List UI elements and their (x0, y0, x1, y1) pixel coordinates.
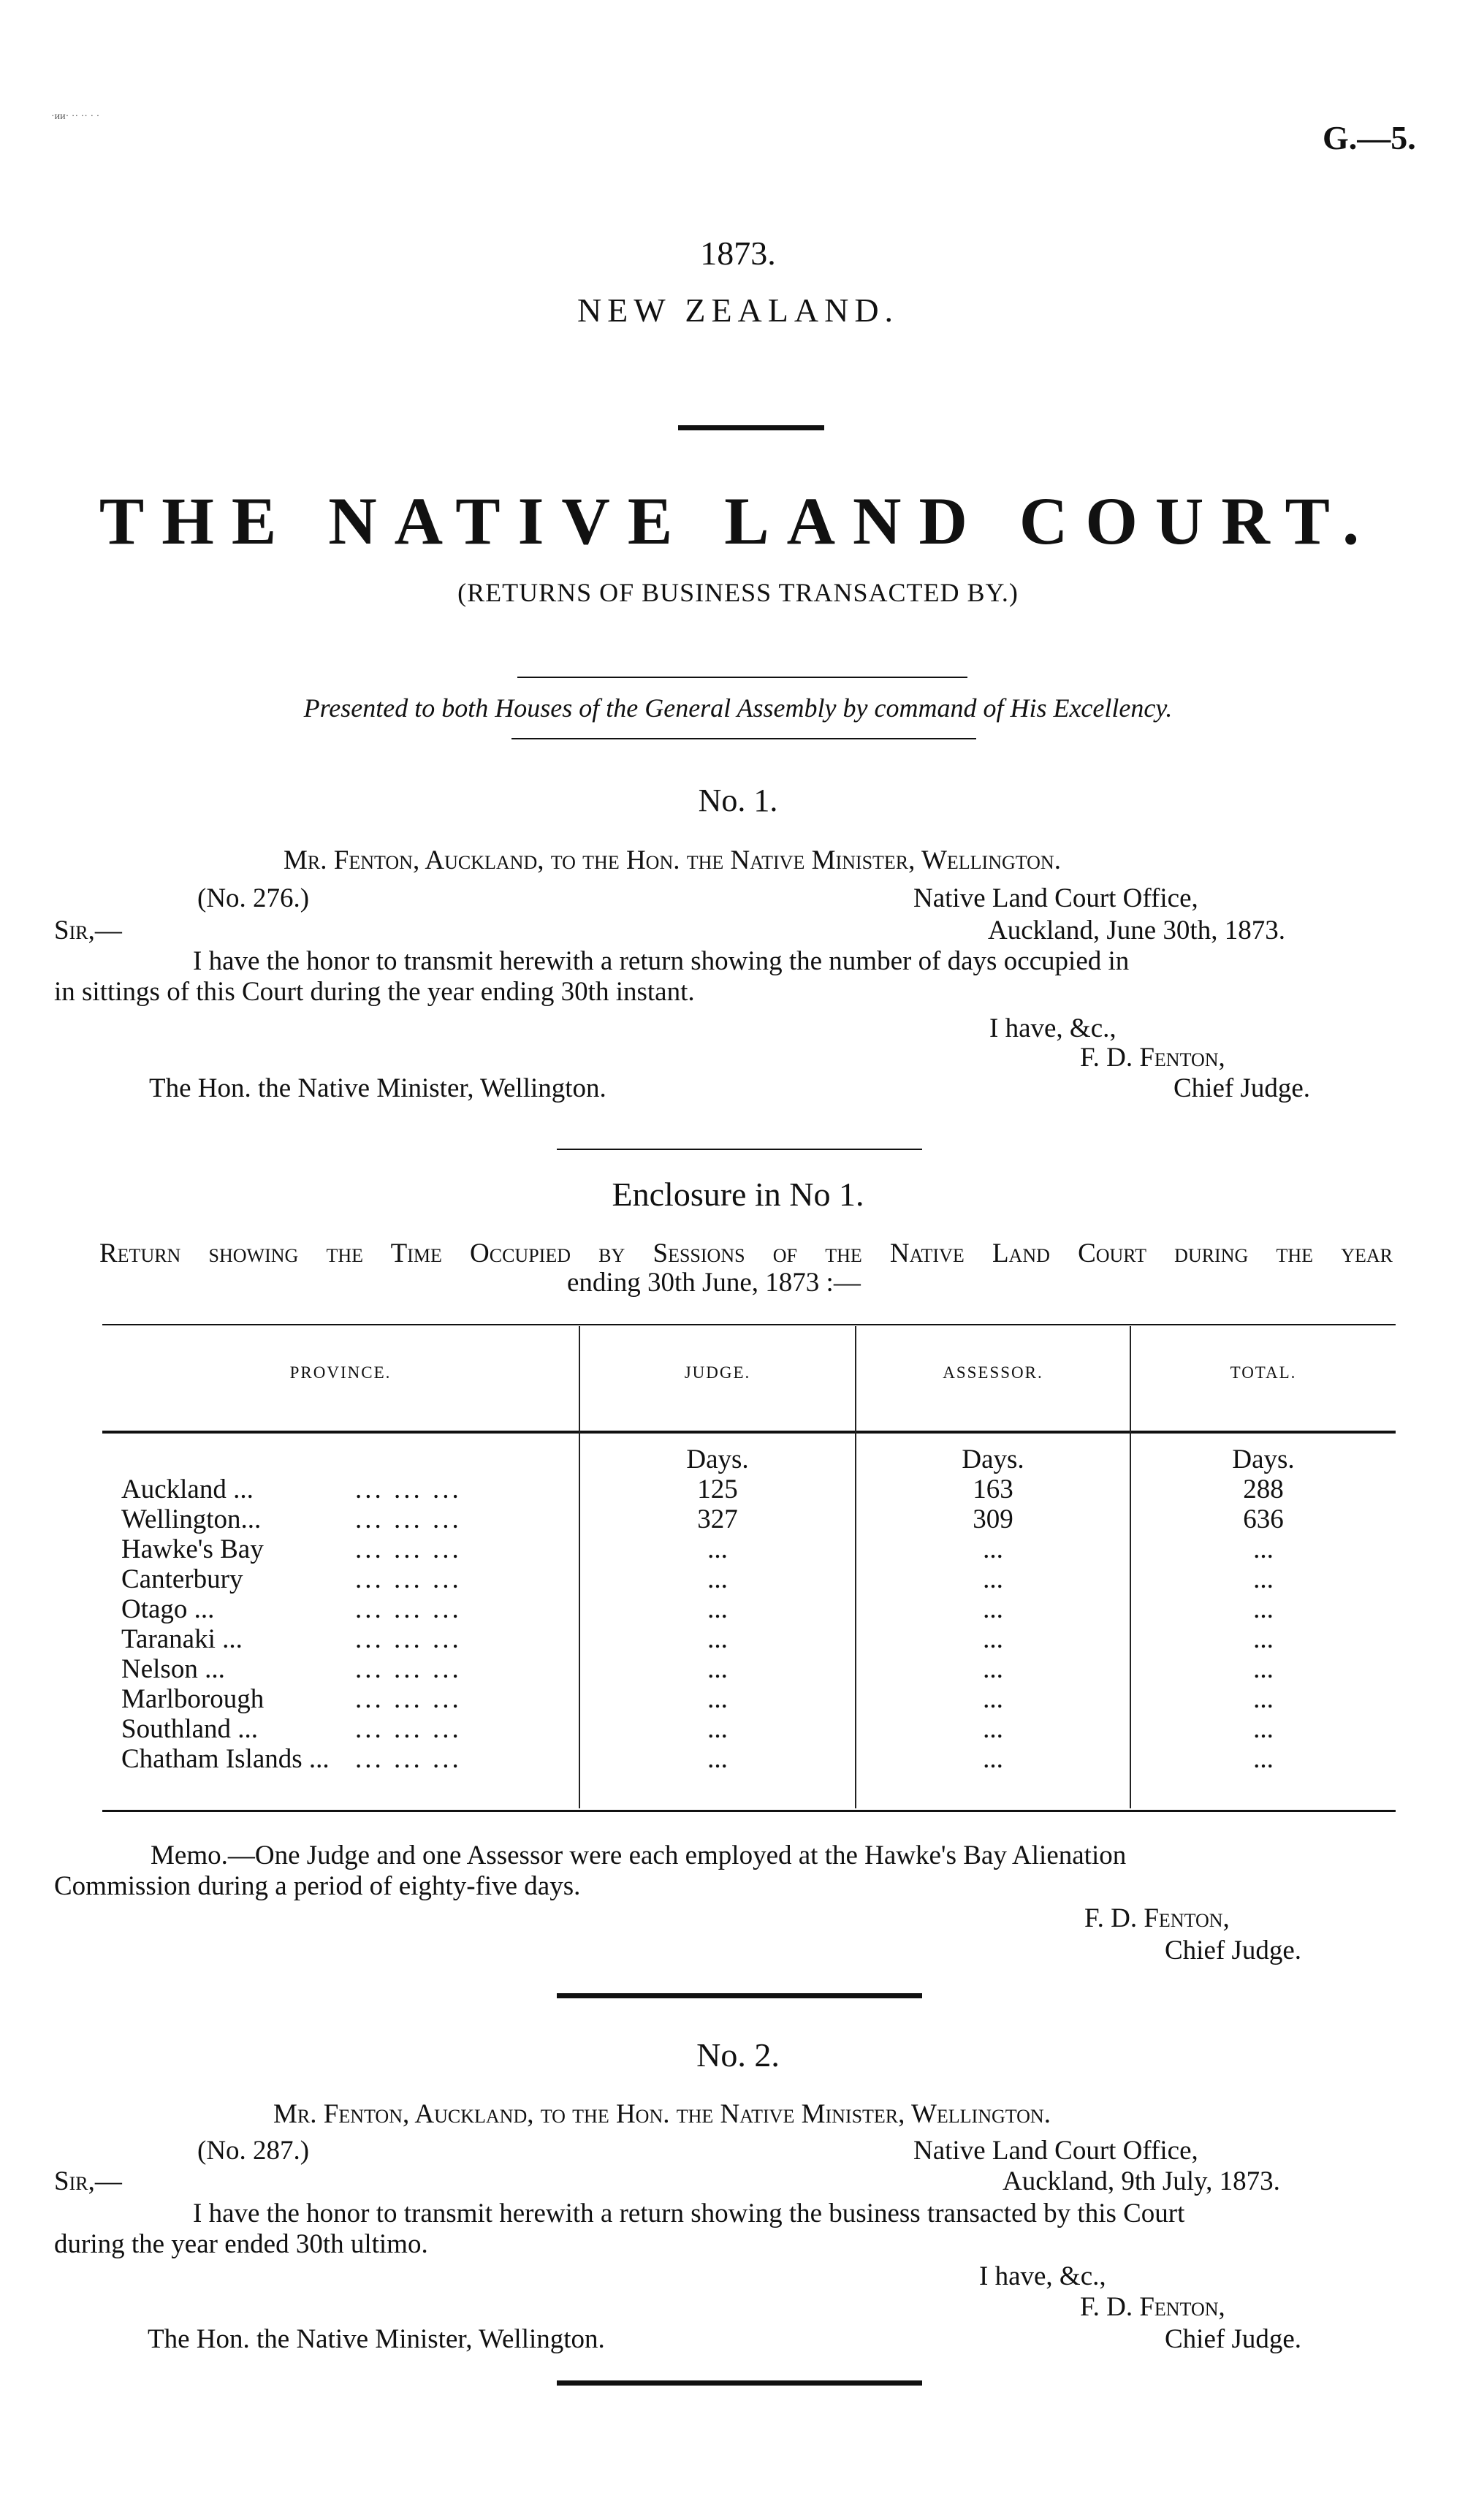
letter2-ref: (No. 287.) (197, 2136, 310, 2166)
letter1-salutation: Sir,— (54, 916, 122, 945)
table-cell: ... (983, 1654, 1003, 1684)
table-cell: ... (707, 1594, 728, 1624)
table-cell: ... (707, 1744, 728, 1774)
memo-line2: Commission during a period of eighty-five days. (54, 1871, 581, 1901)
table-cell: ... (1253, 1744, 1274, 1774)
table-cell: ... (1253, 1714, 1274, 1744)
table-cell: ... (1253, 1564, 1274, 1594)
letter1-ref: (No. 276.) (197, 883, 310, 913)
section-divider-2 (557, 1993, 922, 1998)
judge-unit: Days. (686, 1444, 749, 1474)
page-reference: G.—5. (1323, 119, 1416, 156)
table-cell: ... (983, 1744, 1003, 1774)
table-cell: ... (707, 1624, 728, 1654)
presented-rule-bottom (511, 738, 976, 739)
table-cell: ... (983, 1684, 1003, 1714)
table-bottom-rule (102, 1810, 1396, 1812)
enclosure-signature: F. D. Fenton, (1084, 1903, 1230, 1933)
table-row: Marlborough ... ... ... (121, 1684, 462, 1714)
table-top-rule (102, 1324, 1396, 1325)
province-column (121, 1474, 574, 1774)
table-cell: ... (707, 1654, 728, 1684)
letter1-route: Mr. Fenton, Auckland, to the Hon. the Native Minister, Wellington. (284, 845, 1061, 875)
letter2-body-line2: during the year ended 30th ultimo. (54, 2229, 428, 2259)
table-row: Taranaki ... ... ... ... (121, 1624, 462, 1654)
table-row: Nelson ... ... ... ... (121, 1654, 462, 1684)
table-cell: ... (707, 1534, 728, 1564)
table-cell: 163 (973, 1474, 1013, 1504)
table-cell: ... (983, 1624, 1003, 1654)
total-unit: Days. (1232, 1444, 1295, 1474)
letter1-signer-title: Chief Judge. (1173, 1073, 1311, 1103)
page-title: THE NATIVE LAND COURT. (99, 484, 1377, 558)
section-divider-1 (557, 1149, 922, 1150)
letter2-number: No. 2. (696, 2036, 780, 2074)
table-cell: ... (983, 1534, 1003, 1564)
corner-mark: ·ᴎᴎ· ·· ·· · · (51, 111, 100, 122)
table-cell: ... (707, 1714, 728, 1744)
letter2-signer-title: Chief Judge. (1165, 2324, 1302, 2354)
letter1-body-line2: in sittings of this Court during the year ending 30th instant. (54, 977, 695, 1007)
letter1-place-date: Auckland, June 30th, 1873. (988, 916, 1285, 945)
table-cell: ... (983, 1564, 1003, 1594)
judge-column (580, 1444, 855, 1774)
column-header-judge: JUDGE. (684, 1363, 751, 1382)
year: 1873. (700, 235, 776, 272)
table-header-rule (102, 1431, 1396, 1434)
assessor-column (856, 1444, 1130, 1774)
letter1-body-line1: I have the honor to transmit herewith a return showing the number of days occupied in (193, 946, 1130, 976)
table-cell: ... (1253, 1594, 1274, 1624)
letter1-closing: I have, &c., (989, 1013, 1116, 1043)
table-cell: 288 (1243, 1474, 1284, 1504)
letter2-place-date: Auckland, 9th July, 1873. (1003, 2166, 1280, 2196)
table-row: Chatham Islands ... ... ... ... (121, 1744, 462, 1774)
table-cell: 125 (697, 1474, 738, 1504)
table-row: Hawke's Bay ... ... ... (121, 1534, 462, 1564)
subtitle: (RETURNS OF BUSINESS TRANSACTED BY.) (457, 578, 1019, 607)
enclosure-heading: Enclosure in No 1. (612, 1176, 864, 1213)
letter2-closing: I have, &c., (979, 2261, 1106, 2291)
table-row: Wellington... ... ... ... (121, 1504, 462, 1534)
table-cell: ... (1253, 1624, 1274, 1654)
enclosure-caption-line1: Return showing the Time Occupied by Sessions of the Native Land Court during the year (99, 1238, 1393, 1268)
table-cell: ... (1253, 1684, 1274, 1714)
letter2-body-line1: I have the honor to transmit herewith a return showing the business transacted by this Court (193, 2199, 1185, 2228)
letter2-route: Mr. Fenton, Auckland, to the Hon. the Native Minister, Wellington. (273, 2099, 1051, 2129)
letter2-addressee: The Hon. the Native Minister, Wellington. (148, 2324, 605, 2354)
table-cell: ... (707, 1684, 728, 1714)
assessor-unit: Days. (962, 1444, 1024, 1474)
title-rule-short (678, 425, 824, 430)
section-divider-3 (557, 2380, 922, 2386)
table-row: Southland ... ... ... ... (121, 1714, 462, 1744)
table-cell: 327 (697, 1504, 738, 1534)
total-column (1131, 1444, 1396, 1774)
column-header-total: TOTAL. (1230, 1363, 1297, 1382)
table-row: Canterbury ... ... ... (121, 1564, 462, 1594)
letter2-office: Native Land Court Office, (913, 2136, 1198, 2166)
column-header-assessor: ASSESSOR. (943, 1363, 1043, 1382)
memo-line1: Memo.—One Judge and one Assessor were each employed at the Hawke's Bay Alienation (151, 1840, 1127, 1870)
enclosure-caption-line2: ending 30th June, 1873 :— (567, 1268, 861, 1298)
presented-line: Presented to both Houses of the General Assembly by command of His Excellency. (303, 693, 1173, 723)
enclosure-signer-title: Chief Judge. (1165, 1935, 1302, 1965)
letter2-signature: F. D. Fenton, (1080, 2292, 1225, 2322)
table-row: Otago ... ... ... ... (121, 1594, 462, 1624)
table-cell: 309 (973, 1504, 1013, 1534)
table-cell: ... (1253, 1534, 1274, 1564)
letter2-salutation: Sir,— (54, 2166, 122, 2196)
letter1-addressee: The Hon. the Native Minister, Wellington. (149, 1073, 606, 1103)
table-row: Auckland ... ... ... ... (121, 1474, 462, 1504)
country: NEW ZEALAND. (577, 292, 899, 329)
letter1-signature: F. D. Fenton, (1080, 1043, 1225, 1073)
table-cell: ... (707, 1564, 728, 1594)
presented-rule-top (517, 677, 967, 678)
letter1-number: No. 1. (698, 783, 778, 818)
letter1-office: Native Land Court Office, (913, 883, 1198, 913)
table-cell: ... (983, 1714, 1003, 1744)
table-cell: ... (1253, 1654, 1274, 1684)
table-cell: ... (983, 1594, 1003, 1624)
table-cell: 636 (1243, 1504, 1284, 1534)
column-header-province: PROVINCE. (289, 1363, 392, 1382)
